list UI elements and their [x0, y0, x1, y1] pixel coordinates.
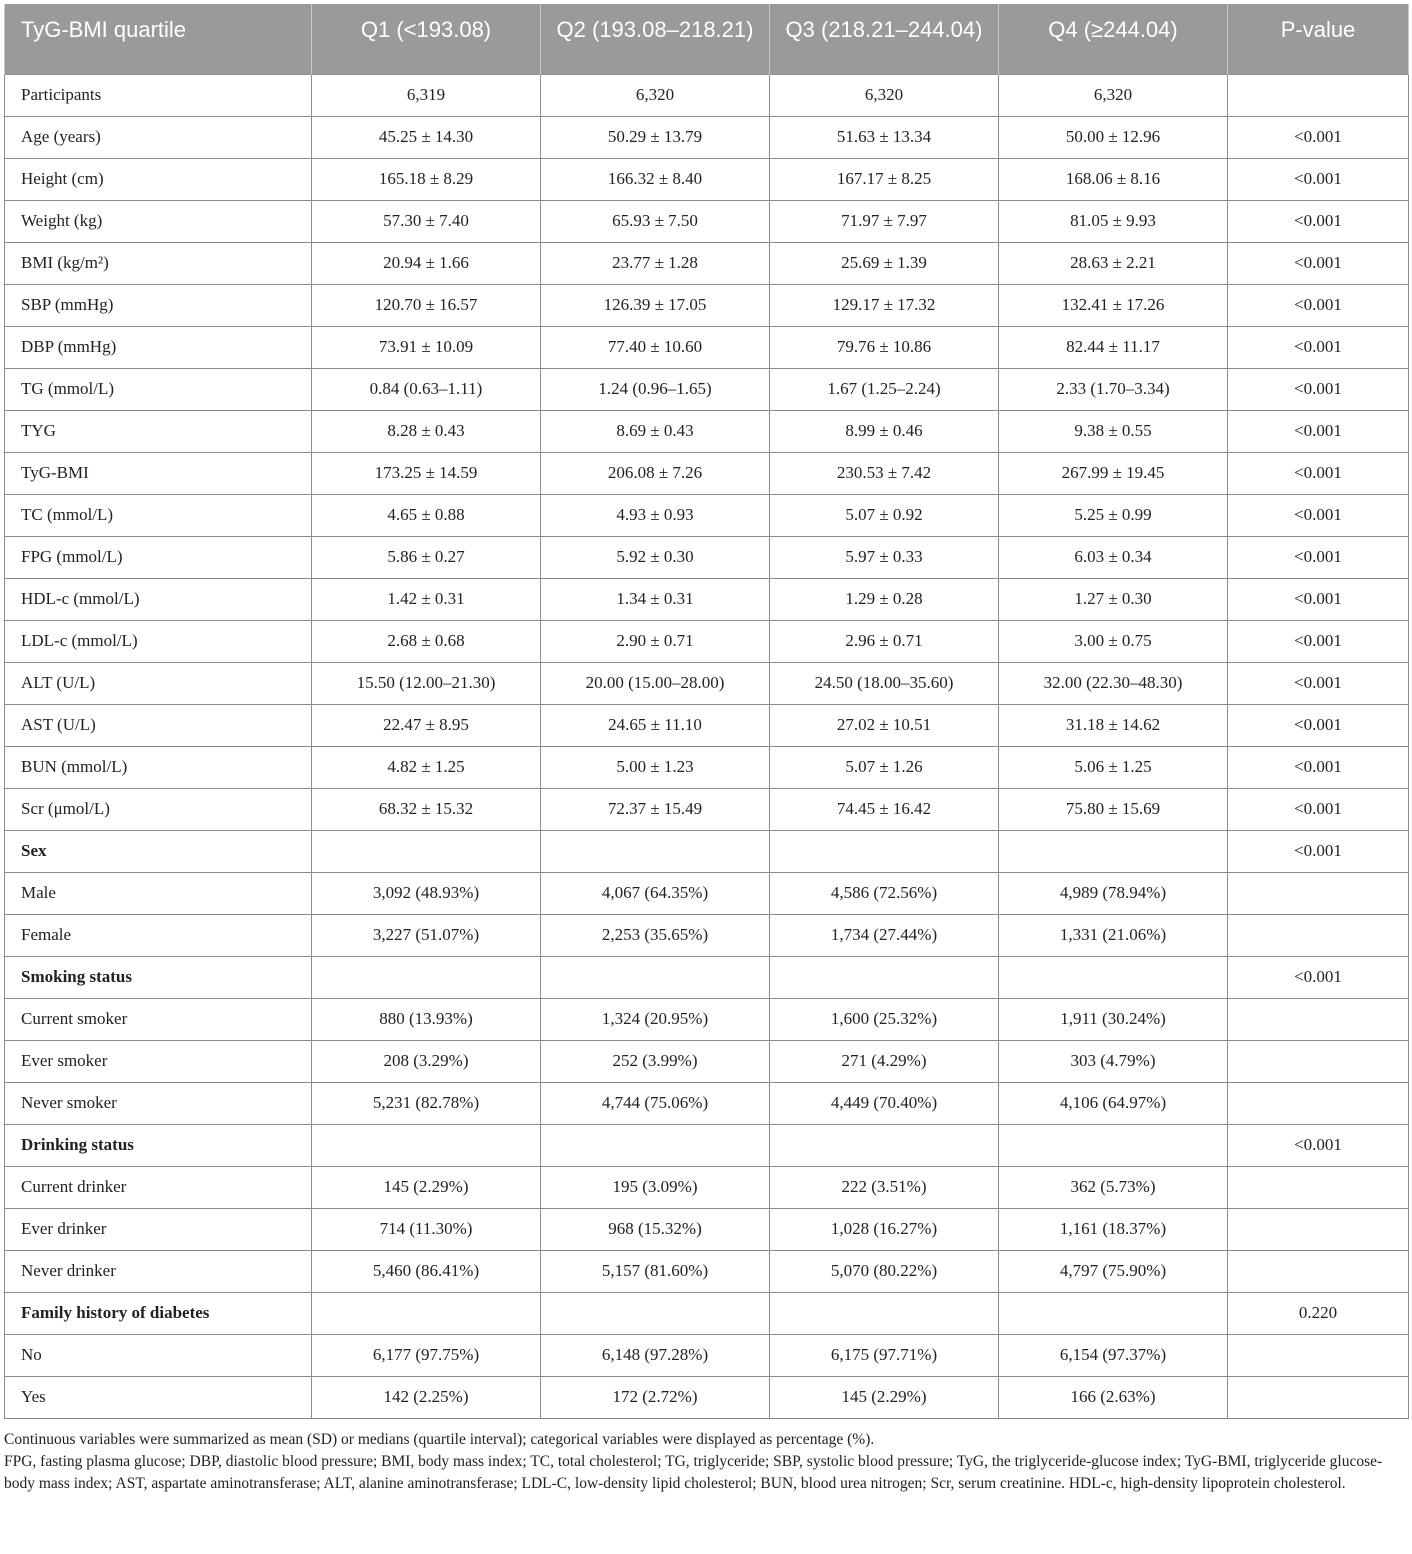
value-cell: 1,161 (18.37%) — [999, 1208, 1228, 1250]
p-value-cell: 0.220 — [1228, 1292, 1409, 1334]
table-row — [5, 326, 1409, 368]
footnote-summary: Continuous variables were summarized as mean (SD) or medians (quartile interval); categorical variables were displayed as percentage (%). — [4, 1430, 875, 1448]
value-cell: 81.05 ± 9.93 — [999, 200, 1228, 242]
value-cell: 6,320 — [770, 74, 999, 116]
value-cell: 968 (15.32%) — [541, 1208, 770, 1250]
value-cell: 6,154 (97.37%) — [999, 1334, 1228, 1376]
p-value-cell: <0.001 — [1228, 1124, 1409, 1166]
value-cell: 206.08 ± 7.26 — [541, 452, 770, 494]
value-cell: 1,734 (27.44%) — [770, 914, 999, 956]
value-cell: 20.94 ± 1.66 — [312, 242, 541, 284]
value-cell: 8.69 ± 0.43 — [541, 410, 770, 452]
table-row — [5, 704, 1409, 746]
value-cell: 4.82 ± 1.25 — [312, 746, 541, 788]
value-cell: 195 (3.09%) — [541, 1166, 770, 1208]
row-label-cell: SBP (mmHg) — [5, 284, 312, 326]
table-row — [5, 452, 1409, 494]
value-cell: 880 (13.93%) — [312, 998, 541, 1040]
value-cell: 73.91 ± 10.09 — [312, 326, 541, 368]
table-row — [5, 1250, 1409, 1292]
table-row — [5, 914, 1409, 956]
value-cell: 50.29 ± 13.79 — [541, 116, 770, 158]
value-cell: 45.25 ± 14.30 — [312, 116, 541, 158]
header-cell-q4: Q4 (≥244.04) — [999, 4, 1228, 74]
value-cell: 362 (5.73%) — [999, 1166, 1228, 1208]
table-row — [5, 410, 1409, 452]
table-row — [5, 74, 1409, 116]
value-cell: 3,227 (51.07%) — [312, 914, 541, 956]
row-label-cell: TYG — [5, 410, 312, 452]
value-cell — [541, 956, 770, 998]
value-cell — [999, 830, 1228, 872]
value-cell: 1.27 ± 0.30 — [999, 578, 1228, 620]
row-label-cell: Age (years) — [5, 116, 312, 158]
value-cell: 27.02 ± 10.51 — [770, 704, 999, 746]
table-body — [5, 74, 1409, 1418]
row-label-cell: TC (mmol/L) — [5, 494, 312, 536]
value-cell: 4,797 (75.90%) — [999, 1250, 1228, 1292]
header-row — [5, 4, 1409, 74]
value-cell: 173.25 ± 14.59 — [312, 452, 541, 494]
value-cell: 208 (3.29%) — [312, 1040, 541, 1082]
value-cell: 5.00 ± 1.23 — [541, 746, 770, 788]
value-cell: 1,600 (25.32%) — [770, 998, 999, 1040]
row-label-cell: Ever smoker — [5, 1040, 312, 1082]
value-cell: 4,106 (64.97%) — [999, 1082, 1228, 1124]
row-label-cell: Never drinker — [5, 1250, 312, 1292]
row-label-cell: ALT (U/L) — [5, 662, 312, 704]
value-cell — [312, 1124, 541, 1166]
value-cell: 23.77 ± 1.28 — [541, 242, 770, 284]
value-cell — [770, 1292, 999, 1334]
p-value-cell — [1228, 1166, 1409, 1208]
value-cell: 5.86 ± 0.27 — [312, 536, 541, 578]
value-cell — [770, 1124, 999, 1166]
value-cell: 1.34 ± 0.31 — [541, 578, 770, 620]
value-cell: 167.17 ± 8.25 — [770, 158, 999, 200]
section-header-row — [5, 956, 1409, 998]
value-cell: 74.45 ± 16.42 — [770, 788, 999, 830]
value-cell: 4,449 (70.40%) — [770, 1082, 999, 1124]
row-label-cell: TG (mmol/L) — [5, 368, 312, 410]
row-label-cell: Never smoker — [5, 1082, 312, 1124]
row-label-cell: TyG-BMI — [5, 452, 312, 494]
p-value-cell: <0.001 — [1228, 662, 1409, 704]
p-value-cell: <0.001 — [1228, 368, 1409, 410]
value-cell — [541, 830, 770, 872]
p-value-cell — [1228, 1250, 1409, 1292]
value-cell: 71.97 ± 7.97 — [770, 200, 999, 242]
p-value-cell: <0.001 — [1228, 788, 1409, 830]
value-cell: 1,911 (30.24%) — [999, 998, 1228, 1040]
row-label-cell: Family history of diabetes — [5, 1292, 312, 1334]
header-cell-q2: Q2 (193.08–218.21) — [541, 4, 770, 74]
table-footnotes — [4, 1429, 1408, 1495]
table-row — [5, 368, 1409, 410]
table-row — [5, 1334, 1409, 1376]
p-value-cell: <0.001 — [1228, 116, 1409, 158]
p-value-cell: <0.001 — [1228, 326, 1409, 368]
value-cell: 57.30 ± 7.40 — [312, 200, 541, 242]
value-cell: 8.99 ± 0.46 — [770, 410, 999, 452]
p-value-cell — [1228, 872, 1409, 914]
value-cell: 51.63 ± 13.34 — [770, 116, 999, 158]
section-header-row — [5, 1292, 1409, 1334]
table-figure — [4, 4, 1408, 1495]
p-value-cell: <0.001 — [1228, 242, 1409, 284]
table-row — [5, 536, 1409, 578]
value-cell: 4.65 ± 0.88 — [312, 494, 541, 536]
value-cell: 4,067 (64.35%) — [541, 872, 770, 914]
row-label-cell: HDL-c (mmol/L) — [5, 578, 312, 620]
value-cell — [770, 956, 999, 998]
value-cell: 165.18 ± 8.29 — [312, 158, 541, 200]
p-value-cell: <0.001 — [1228, 830, 1409, 872]
value-cell: 271 (4.29%) — [770, 1040, 999, 1082]
value-cell: 168.06 ± 8.16 — [999, 158, 1228, 200]
value-cell: 252 (3.99%) — [541, 1040, 770, 1082]
value-cell: 142 (2.25%) — [312, 1376, 541, 1418]
row-label-cell: Drinking status — [5, 1124, 312, 1166]
value-cell: 4.93 ± 0.93 — [541, 494, 770, 536]
value-cell: 4,989 (78.94%) — [999, 872, 1228, 914]
value-cell: 5.92 ± 0.30 — [541, 536, 770, 578]
value-cell — [541, 1124, 770, 1166]
table-row — [5, 1208, 1409, 1250]
p-value-cell — [1228, 1082, 1409, 1124]
p-value-cell: <0.001 — [1228, 158, 1409, 200]
value-cell: 9.38 ± 0.55 — [999, 410, 1228, 452]
value-cell: 1,331 (21.06%) — [999, 914, 1228, 956]
value-cell: 6,319 — [312, 74, 541, 116]
table-row — [5, 242, 1409, 284]
table-header — [5, 4, 1409, 74]
value-cell: 126.39 ± 17.05 — [541, 284, 770, 326]
header-cell-quartile: TyG-BMI quartile — [5, 4, 312, 74]
value-cell: 5.25 ± 0.99 — [999, 494, 1228, 536]
value-cell — [770, 830, 999, 872]
row-label-cell: Smoking status — [5, 956, 312, 998]
p-value-cell: <0.001 — [1228, 200, 1409, 242]
p-value-cell: <0.001 — [1228, 452, 1409, 494]
value-cell: 2.33 (1.70–3.34) — [999, 368, 1228, 410]
table-row — [5, 998, 1409, 1040]
value-cell — [999, 1292, 1228, 1334]
value-cell: 32.00 (22.30–48.30) — [999, 662, 1228, 704]
header-cell-q1: Q1 (<193.08) — [312, 4, 541, 74]
value-cell: 2,253 (35.65%) — [541, 914, 770, 956]
value-cell: 2.68 ± 0.68 — [312, 620, 541, 662]
value-cell: 79.76 ± 10.86 — [770, 326, 999, 368]
value-cell: 145 (2.29%) — [770, 1376, 999, 1418]
p-value-cell: <0.001 — [1228, 494, 1409, 536]
value-cell: 2.96 ± 0.71 — [770, 620, 999, 662]
p-value-cell — [1228, 74, 1409, 116]
value-cell: 3,092 (48.93%) — [312, 872, 541, 914]
row-label-cell: DBP (mmHg) — [5, 326, 312, 368]
row-label-cell: AST (U/L) — [5, 704, 312, 746]
p-value-cell: <0.001 — [1228, 578, 1409, 620]
value-cell: 15.50 (12.00–21.30) — [312, 662, 541, 704]
table-row — [5, 620, 1409, 662]
p-value-cell: <0.001 — [1228, 956, 1409, 998]
value-cell: 28.63 ± 2.21 — [999, 242, 1228, 284]
value-cell: 145 (2.29%) — [312, 1166, 541, 1208]
value-cell: 20.00 (15.00–28.00) — [541, 662, 770, 704]
table-row — [5, 1040, 1409, 1082]
value-cell — [312, 1292, 541, 1334]
value-cell: 31.18 ± 14.62 — [999, 704, 1228, 746]
value-cell: 0.84 (0.63–1.11) — [312, 368, 541, 410]
value-cell: 1.24 (0.96–1.65) — [541, 368, 770, 410]
p-value-cell: <0.001 — [1228, 746, 1409, 788]
value-cell: 2.90 ± 0.71 — [541, 620, 770, 662]
value-cell: 6,320 — [541, 74, 770, 116]
value-cell: 8.28 ± 0.43 — [312, 410, 541, 452]
value-cell: 82.44 ± 11.17 — [999, 326, 1228, 368]
value-cell: 120.70 ± 16.57 — [312, 284, 541, 326]
table-row — [5, 158, 1409, 200]
row-label-cell: LDL-c (mmol/L) — [5, 620, 312, 662]
value-cell: 5,157 (81.60%) — [541, 1250, 770, 1292]
value-cell — [999, 956, 1228, 998]
table-row — [5, 578, 1409, 620]
value-cell: 166.32 ± 8.40 — [541, 158, 770, 200]
value-cell: 129.17 ± 17.32 — [770, 284, 999, 326]
value-cell: 5.06 ± 1.25 — [999, 746, 1228, 788]
row-label-cell: Current smoker — [5, 998, 312, 1040]
table-row — [5, 1082, 1409, 1124]
value-cell: 4,744 (75.06%) — [541, 1082, 770, 1124]
table-row — [5, 284, 1409, 326]
row-label-cell: FPG (mmol/L) — [5, 536, 312, 578]
table-row — [5, 494, 1409, 536]
value-cell: 3.00 ± 0.75 — [999, 620, 1228, 662]
value-cell: 22.47 ± 8.95 — [312, 704, 541, 746]
table-row — [5, 662, 1409, 704]
row-label-cell: Weight (kg) — [5, 200, 312, 242]
value-cell: 6,148 (97.28%) — [541, 1334, 770, 1376]
section-header-row — [5, 1124, 1409, 1166]
value-cell: 714 (11.30%) — [312, 1208, 541, 1250]
p-value-cell — [1228, 998, 1409, 1040]
value-cell: 75.80 ± 15.69 — [999, 788, 1228, 830]
row-label-cell: BUN (mmol/L) — [5, 746, 312, 788]
section-header-row — [5, 830, 1409, 872]
value-cell: 24.65 ± 11.10 — [541, 704, 770, 746]
value-cell: 24.50 (18.00–35.60) — [770, 662, 999, 704]
table-row — [5, 1166, 1409, 1208]
value-cell: 77.40 ± 10.60 — [541, 326, 770, 368]
value-cell: 5,231 (82.78%) — [312, 1082, 541, 1124]
table-row — [5, 872, 1409, 914]
row-label-cell: No — [5, 1334, 312, 1376]
value-cell: 222 (3.51%) — [770, 1166, 999, 1208]
value-cell: 303 (4.79%) — [999, 1040, 1228, 1082]
p-value-cell — [1228, 1040, 1409, 1082]
baseline-characteristics-table — [4, 4, 1409, 1419]
value-cell: 25.69 ± 1.39 — [770, 242, 999, 284]
value-cell: 5.97 ± 0.33 — [770, 536, 999, 578]
value-cell: 1.42 ± 0.31 — [312, 578, 541, 620]
p-value-cell: <0.001 — [1228, 620, 1409, 662]
row-label-cell: Current drinker — [5, 1166, 312, 1208]
value-cell: 5.07 ± 1.26 — [770, 746, 999, 788]
row-label-cell: Participants — [5, 74, 312, 116]
table-row — [5, 746, 1409, 788]
p-value-cell — [1228, 1208, 1409, 1250]
value-cell — [541, 1292, 770, 1334]
p-value-cell — [1228, 1334, 1409, 1376]
row-label-cell: Ever drinker — [5, 1208, 312, 1250]
value-cell: 1,324 (20.95%) — [541, 998, 770, 1040]
value-cell: 1.67 (1.25–2.24) — [770, 368, 999, 410]
p-value-cell: <0.001 — [1228, 536, 1409, 578]
table-row — [5, 788, 1409, 830]
header-cell-p-value: P-value — [1228, 4, 1409, 74]
table-row — [5, 200, 1409, 242]
p-value-cell: <0.001 — [1228, 410, 1409, 452]
p-value-cell — [1228, 914, 1409, 956]
footnote-abbreviations: FPG, fasting plasma glucose; DBP, diastolic blood pressure; BMI, body mass index; TC, total cholesterol; TG, triglyceride; SBP, systolic blood pressure; TyG, the triglyceride-glucose index; TyG-BMI, triglyceride glucose-body mass index; AST, aspartate aminotransferase; ALT, alanine aminotransferase; LDL-C, low-density lipid cholesterol; BUN, blood urea nitrogen; Scr, serum creatinine. HDL-c, high-density lipoprotein cholesterol. — [4, 1452, 1383, 1492]
row-label-cell: BMI (kg/m²) — [5, 242, 312, 284]
value-cell: 4,586 (72.56%) — [770, 872, 999, 914]
value-cell — [312, 830, 541, 872]
row-label-cell: Height (cm) — [5, 158, 312, 200]
value-cell: 5.07 ± 0.92 — [770, 494, 999, 536]
value-cell — [999, 1124, 1228, 1166]
p-value-cell — [1228, 1376, 1409, 1418]
row-label-cell: Sex — [5, 830, 312, 872]
header-cell-q3: Q3 (218.21–244.04) — [770, 4, 999, 74]
row-label-cell: Male — [5, 872, 312, 914]
value-cell: 172 (2.72%) — [541, 1376, 770, 1418]
value-cell: 166 (2.63%) — [999, 1376, 1228, 1418]
value-cell: 6,320 — [999, 74, 1228, 116]
value-cell: 132.41 ± 17.26 — [999, 284, 1228, 326]
table-row — [5, 1376, 1409, 1418]
value-cell: 65.93 ± 7.50 — [541, 200, 770, 242]
p-value-cell: <0.001 — [1228, 704, 1409, 746]
p-value-cell: <0.001 — [1228, 284, 1409, 326]
value-cell: 50.00 ± 12.96 — [999, 116, 1228, 158]
table-row — [5, 116, 1409, 158]
value-cell: 72.37 ± 15.49 — [541, 788, 770, 830]
value-cell: 6,175 (97.71%) — [770, 1334, 999, 1376]
value-cell: 230.53 ± 7.42 — [770, 452, 999, 494]
value-cell: 1.29 ± 0.28 — [770, 578, 999, 620]
row-label-cell: Scr (μmol/L) — [5, 788, 312, 830]
value-cell: 5,070 (80.22%) — [770, 1250, 999, 1292]
value-cell: 6,177 (97.75%) — [312, 1334, 541, 1376]
row-label-cell: Yes — [5, 1376, 312, 1418]
value-cell: 267.99 ± 19.45 — [999, 452, 1228, 494]
value-cell: 68.32 ± 15.32 — [312, 788, 541, 830]
value-cell: 1,028 (16.27%) — [770, 1208, 999, 1250]
value-cell: 6.03 ± 0.34 — [999, 536, 1228, 578]
row-label-cell: Female — [5, 914, 312, 956]
value-cell: 5,460 (86.41%) — [312, 1250, 541, 1292]
value-cell — [312, 956, 541, 998]
